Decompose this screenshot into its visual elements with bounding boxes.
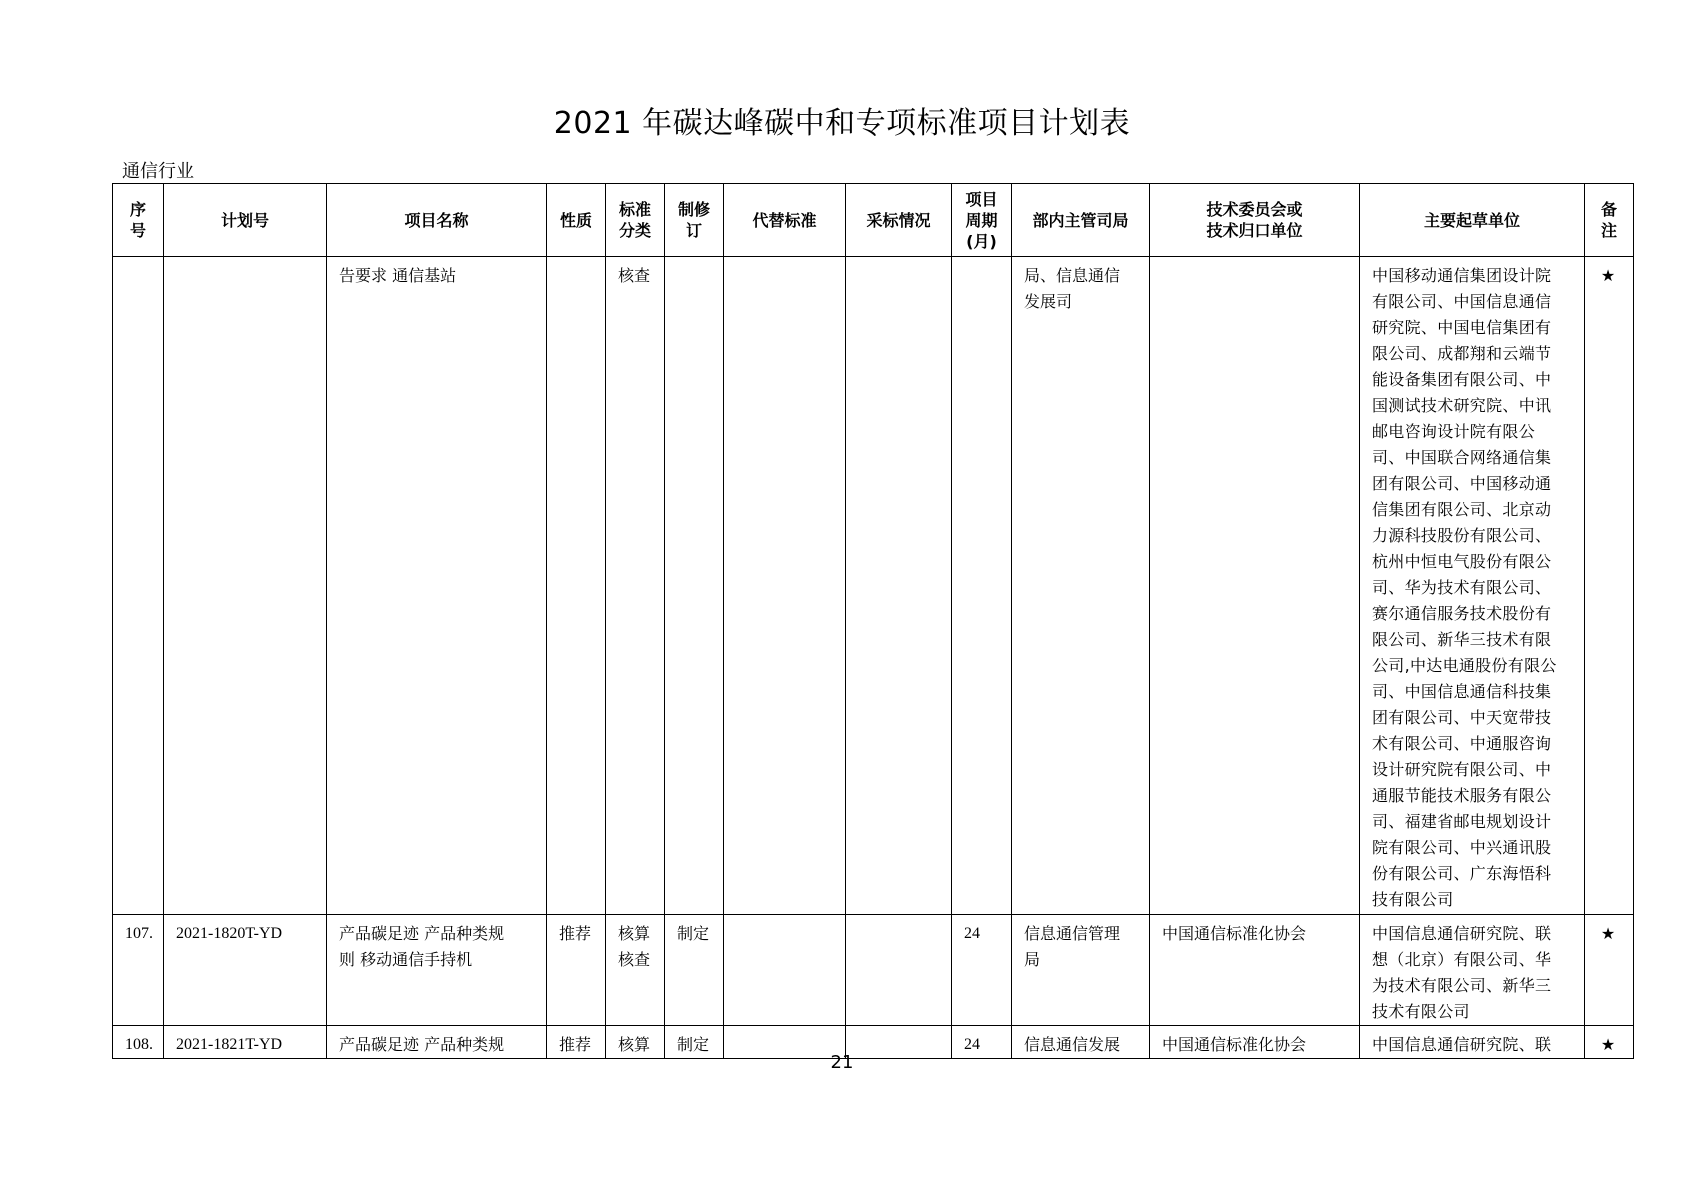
header-cycle: 项目 周期 (月) bbox=[952, 184, 1012, 257]
table-header-row bbox=[113, 184, 1634, 257]
cell-category: 核算 bbox=[606, 1026, 665, 1059]
star-mark: ★ bbox=[1600, 266, 1616, 285]
cell-remark bbox=[1585, 257, 1634, 915]
cell-remark bbox=[1585, 915, 1634, 1026]
cell-department: 局、信息通信 发展司 bbox=[1012, 257, 1150, 915]
header-replaced-standard: 代替标准 bbox=[724, 184, 846, 257]
star-mark: ★ bbox=[1600, 1035, 1616, 1054]
cell-nature: 推荐 bbox=[547, 1026, 606, 1059]
standards-plan-table bbox=[112, 183, 1634, 1059]
header-adoption: 采标情况 bbox=[846, 184, 952, 257]
cell-category: 核算 核查 bbox=[606, 915, 665, 1026]
header-department: 部内主管司局 bbox=[1012, 184, 1150, 257]
cell-committee: 中国通信标准化协会 bbox=[1150, 1026, 1360, 1059]
header-committee: 技术委员会或 技术归口单位 bbox=[1150, 184, 1360, 257]
table-row bbox=[113, 915, 1634, 1026]
cell-department: 信息通信管理 局 bbox=[1012, 915, 1150, 1026]
cell-drafters: 中国移动通信集团设计院 有限公司、中国信息通信 研究院、中国电信集团有 限公司、成都翔和云端节 能设备集团有限公司、中 国测试技术研究院、中讯 邮电咨询设计院有限公 司、中国联合网络通信集 团有限公司、中国移动通 信集团有限公司、北京动 力源科技股份有限公司、 杭州中恒电气股份有限公 司、华为技术有限公司、 赛尔通信服务技术股份有 限公司、新华三技术有限 公司,中达电通股份有限公 司、中国信息通信科技集 团有限公司、中天宽带技 术有限公司、中通服咨询 设计研究院有限公司、中 通服节能技术服务有限公 司、福建省邮电规划设计 院有限公司、中兴通讯股 份有限公司、广东海悟科 技有限公司 bbox=[1360, 257, 1585, 915]
cell-nature bbox=[547, 257, 606, 915]
cell-drafters: 中国信息通信研究院、联 想（北京）有限公司、华 为技术有限公司、新华三 技术有限公司 bbox=[1360, 915, 1585, 1026]
cell-replaced bbox=[724, 915, 846, 1026]
header-standard-category: 标准 分类 bbox=[606, 184, 665, 257]
header-nature: 性质 bbox=[547, 184, 606, 257]
cell-revision: 制定 bbox=[665, 1026, 724, 1059]
section-label: 通信行业 bbox=[122, 161, 194, 182]
cell-adoption bbox=[846, 257, 952, 915]
table-row bbox=[113, 257, 1634, 915]
cell-project-name: 产品碳足迹 产品种类规 bbox=[327, 1026, 547, 1059]
cell-project-name: 产品碳足迹 产品种类规 则 移动通信手持机 bbox=[327, 915, 547, 1026]
cell-revision: 制定 bbox=[665, 915, 724, 1026]
star-mark: ★ bbox=[1600, 924, 1616, 943]
cell-plan-no bbox=[164, 257, 327, 915]
header-project-name: 项目名称 bbox=[327, 184, 547, 257]
header-drafters: 主要起草单位 bbox=[1360, 184, 1585, 257]
cell-seq bbox=[113, 257, 164, 915]
document-title: 2021 年碳达峰碳中和专项标准项目计划表 bbox=[553, 106, 1131, 141]
cell-replaced bbox=[724, 257, 846, 915]
cell-department: 信息通信发展 bbox=[1012, 1026, 1150, 1059]
cell-cycle: 24 bbox=[952, 915, 1012, 1026]
cell-cycle bbox=[952, 257, 1012, 915]
header-revision: 制修 订 bbox=[665, 184, 724, 257]
cell-committee bbox=[1150, 257, 1360, 915]
cell-seq: 107. bbox=[113, 915, 164, 1026]
cell-category: 核查 bbox=[606, 257, 665, 915]
cell-drafters: 中国信息通信研究院、联 bbox=[1360, 1026, 1585, 1059]
header-seq: 序 号 bbox=[113, 184, 164, 257]
cell-seq: 108. bbox=[113, 1026, 164, 1059]
cell-cycle: 24 bbox=[952, 1026, 1012, 1059]
page-number: 21 bbox=[830, 1052, 854, 1073]
cell-revision bbox=[665, 257, 724, 915]
cell-plan-no: 2021-1821T-YD bbox=[164, 1026, 327, 1059]
cell-plan-no: 2021-1820T-YD bbox=[164, 915, 327, 1026]
cell-adoption bbox=[846, 915, 952, 1026]
header-plan-no: 计划号 bbox=[164, 184, 327, 257]
cell-committee: 中国通信标准化协会 bbox=[1150, 915, 1360, 1026]
header-remark: 备 注 bbox=[1585, 184, 1634, 257]
cell-nature: 推荐 bbox=[547, 915, 606, 1026]
cell-project-name: 告要求 通信基站 bbox=[327, 257, 547, 915]
